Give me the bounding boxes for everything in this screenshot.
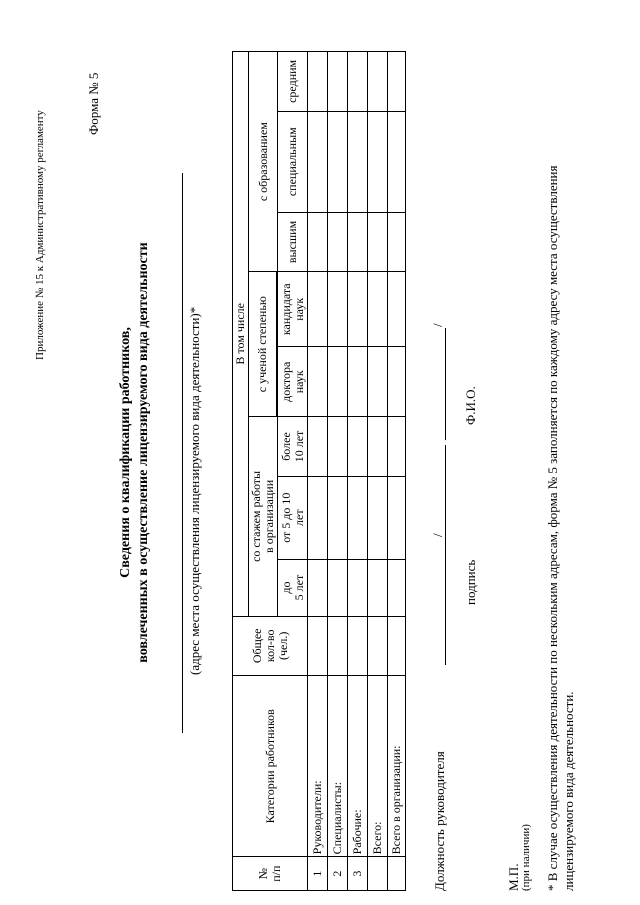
row-number: 1 bbox=[308, 857, 328, 891]
col-header-degree: с ученой степенью bbox=[249, 272, 277, 417]
address-fill-line bbox=[182, 173, 183, 733]
table-cell bbox=[368, 212, 388, 272]
table-cell bbox=[348, 111, 368, 212]
stamp-note: (при наличии) bbox=[520, 824, 532, 891]
table-cell bbox=[388, 272, 406, 347]
table-cell bbox=[328, 347, 348, 417]
table-cell bbox=[328, 417, 348, 477]
table-row bbox=[328, 52, 348, 891]
footnote-line-1: * В случае осуществления деятельности по нескольким адресам, форма № 5 заполняется по каждому адресу места осуществления bbox=[545, 165, 560, 891]
table-cell bbox=[348, 559, 368, 616]
row-number bbox=[368, 857, 388, 891]
table-row bbox=[388, 52, 406, 891]
table-row bbox=[368, 52, 388, 891]
table-cell bbox=[328, 476, 348, 559]
row-category: Руководители: bbox=[308, 676, 328, 857]
table-cell bbox=[368, 476, 388, 559]
table-cell bbox=[328, 52, 348, 112]
sign-caption: подпись bbox=[463, 559, 478, 605]
table-cell bbox=[348, 476, 368, 559]
table-cell bbox=[348, 212, 368, 272]
row-number: 2 bbox=[328, 857, 348, 891]
table-cell bbox=[388, 52, 406, 112]
table-cell bbox=[328, 111, 348, 212]
row-category: Всего в организации: bbox=[388, 676, 406, 857]
table-cell bbox=[368, 272, 388, 347]
form-number: Форма № 5 bbox=[86, 72, 101, 135]
table-cell bbox=[328, 616, 348, 676]
col-header-experience: со стажем работы в организации bbox=[249, 417, 278, 616]
table-cell bbox=[368, 616, 388, 676]
qualification-table bbox=[232, 51, 406, 891]
table-cell bbox=[368, 559, 388, 616]
document-title-line-1: Сведения о квалификации работников, bbox=[118, 327, 133, 578]
col-header-exp-over-10: более 10 лет bbox=[278, 417, 308, 477]
table-cell bbox=[368, 417, 388, 477]
table-cell bbox=[348, 52, 368, 112]
appendix-note: Приложение № 15 к Административному регламенту bbox=[34, 110, 46, 360]
fio-line bbox=[445, 328, 446, 440]
table-cell bbox=[348, 417, 368, 477]
table-cell bbox=[308, 272, 328, 347]
table-cell bbox=[308, 616, 328, 676]
table-cell bbox=[368, 111, 388, 212]
table-cell bbox=[328, 272, 348, 347]
col-header-category: Категории работников bbox=[233, 676, 308, 857]
table-cell bbox=[308, 212, 328, 272]
col-header-candidate: кандидата наук bbox=[278, 272, 308, 347]
row-category: Рабочие: bbox=[348, 676, 368, 857]
col-header-exp-under-5: до 5 лет bbox=[278, 559, 308, 616]
col-header-edu-higher: высшим bbox=[278, 212, 308, 272]
signature-line bbox=[445, 445, 446, 665]
signature-slash: / bbox=[430, 533, 445, 537]
col-header-education: с образованием bbox=[249, 52, 278, 272]
stamp-label: М.П. bbox=[506, 863, 521, 891]
table-cell bbox=[328, 212, 348, 272]
col-header-edu-secondary: средним bbox=[278, 52, 308, 112]
table-cell bbox=[368, 347, 388, 417]
col-header-number: № п/п bbox=[233, 857, 308, 891]
col-header-doctor: доктора наук bbox=[278, 347, 308, 417]
row-category: Всего: bbox=[368, 676, 388, 857]
table-cell bbox=[388, 476, 406, 559]
address-caption: (адрес места осуществления лицензируемого вида деятельности)* bbox=[187, 306, 202, 675]
table-cell bbox=[388, 212, 406, 272]
table-cell bbox=[348, 616, 368, 676]
table-cell bbox=[308, 52, 328, 112]
col-header-exp-5-10: от 5 до 10 лет bbox=[278, 476, 308, 559]
col-header-edu-special: специальным bbox=[278, 111, 308, 212]
document-title-line-2: вовлеченных в осуществление лицензируемого вида деятельности bbox=[136, 242, 151, 663]
table-cell bbox=[308, 347, 328, 417]
table-cell bbox=[368, 52, 388, 112]
table-cell bbox=[328, 559, 348, 616]
col-header-including: В том числе bbox=[233, 52, 249, 617]
col-header-total: Общее кол-во (чел.) bbox=[233, 616, 308, 676]
table-cell bbox=[308, 559, 328, 616]
table-row bbox=[308, 52, 328, 891]
table-cell bbox=[388, 347, 406, 417]
table-row bbox=[348, 52, 368, 891]
fio-caption: Ф.И.О. bbox=[463, 386, 478, 425]
table-cell bbox=[308, 476, 328, 559]
row-number: 3 bbox=[348, 857, 368, 891]
table-cell bbox=[388, 417, 406, 477]
table-cell bbox=[308, 111, 328, 212]
table-cell bbox=[348, 272, 368, 347]
table-cell bbox=[388, 111, 406, 212]
footnote-line-2: лицензируемого вида деятельности. bbox=[561, 691, 576, 891]
table-cell bbox=[348, 347, 368, 417]
position-label: Должность руководителя bbox=[432, 751, 447, 891]
table-cell bbox=[308, 417, 328, 477]
row-number bbox=[388, 857, 406, 891]
table-cell bbox=[388, 616, 406, 676]
row-category: Специалисты: bbox=[328, 676, 348, 857]
table-cell bbox=[388, 559, 406, 616]
signature-slash: / bbox=[430, 323, 445, 327]
